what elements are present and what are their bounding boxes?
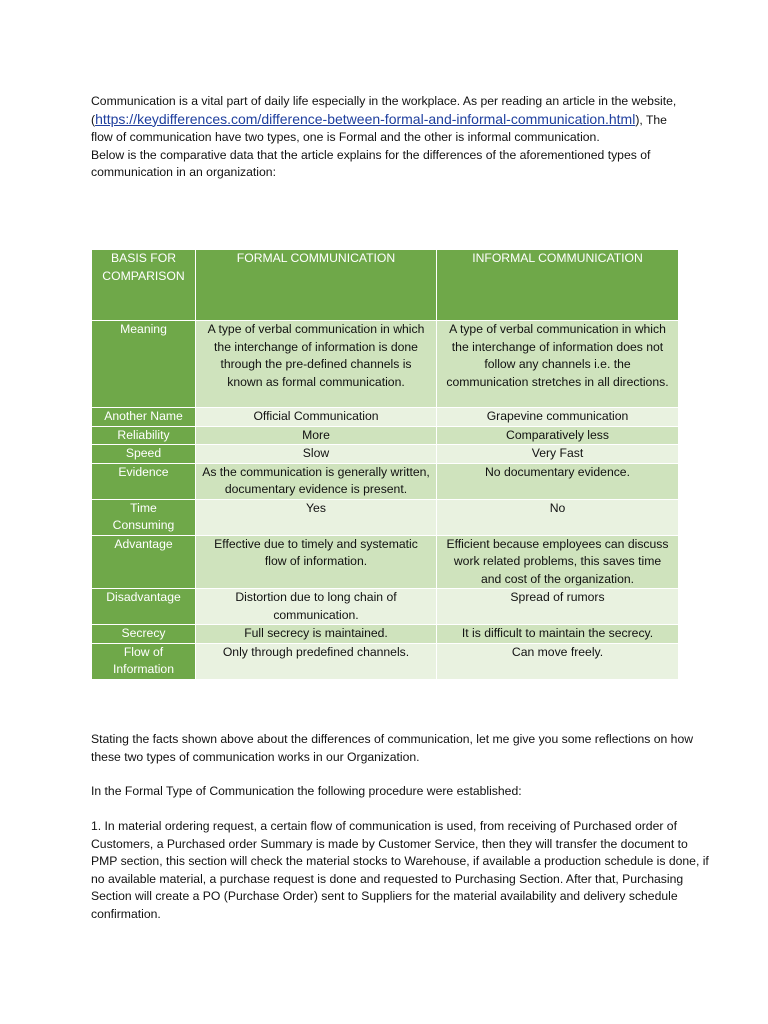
row-formal: Official Communication — [196, 408, 437, 427]
row-informal: Very Fast — [437, 445, 679, 464]
header-formal: FORMAL COMMUNICATION — [196, 250, 437, 321]
row-informal: No documentary evidence. — [437, 463, 679, 499]
header-informal: INFORMAL COMMUNICATION — [437, 250, 679, 321]
procedure-item-1-text: 1. In material ordering request, a certain flow of communication is used, from receiving of Purchased order of Customers, a Purchased order Summary is made by Customer Service, then they will transfer the document to PMP section, this section will check the material stocks to Warehouse, if available a production schedule is done, if no available material, a purchase request is done and requested to Purchasing Section. After that, Purchasing Section will create a PO (Purchase Order) sent to Suppliers for the material availability and delivery schedule confirmation. — [91, 819, 709, 921]
formal-procedure-text: In the Formal Type of Communication the following procedure were established: — [91, 784, 522, 798]
table-row — [92, 321, 679, 408]
table-row — [92, 535, 679, 589]
row-basis: Evidence — [92, 463, 196, 499]
row-basis: Secrecy — [92, 625, 196, 644]
row-formal: Effective due to timely and systematic flow of information. — [196, 535, 437, 589]
table-row — [92, 463, 679, 499]
row-formal: More — [196, 426, 437, 445]
row-basis: Disadvantage — [92, 589, 196, 625]
row-formal: Slow — [196, 445, 437, 464]
row-informal: It is difficult to maintain the secrecy. — [437, 625, 679, 644]
row-basis: Meaning — [92, 321, 196, 408]
row-basis: Reliability — [92, 426, 196, 445]
reflection-text: Stating the facts shown above about the differences of communication, let me give you some reflections on how these two types of communication works in our Organization. — [91, 732, 694, 764]
row-informal: Spread of rumors — [437, 589, 679, 625]
intro-section — [91, 93, 681, 182]
row-informal: Comparatively less — [437, 426, 679, 445]
formal-procedure-heading — [91, 783, 711, 801]
intro-text-3: Below is the comparative data that the article explains for the differences of the aforementioned types of communication in an organization: — [91, 147, 651, 179]
row-formal: Distortion due to long chain of communication. — [196, 589, 437, 625]
table-row — [92, 426, 679, 445]
table-header-row — [92, 250, 679, 321]
row-formal: As the communication is generally written, documentary evidence is present. — [196, 463, 437, 499]
article-link[interactable]: https://keydifferences.com/difference-between-formal-and-informal-communication.html — [95, 110, 636, 127]
row-formal: Full secrecy is maintained. — [196, 625, 437, 644]
table-row — [92, 408, 679, 427]
row-basis: Flow of Information — [92, 643, 196, 679]
table-row — [92, 589, 679, 625]
row-basis: Speed — [92, 445, 196, 464]
row-formal: Yes — [196, 499, 437, 535]
row-informal: Can move freely. — [437, 643, 679, 679]
intro-text-1: Communication is a vital part of daily life especially in the workplace. As per reading an article in the website, ( — [91, 94, 677, 127]
table-row — [92, 499, 679, 535]
comparison-table — [91, 249, 679, 680]
header-basis: BASIS FOR COMPARISON — [92, 250, 196, 321]
row-formal: Only through predefined channels. — [196, 643, 437, 679]
reflection-paragraph — [91, 731, 711, 766]
row-informal: No — [437, 499, 679, 535]
table-row — [92, 625, 679, 644]
row-informal: Efficient because employees can discuss work related problems, this saves time and cost of the organization. — [437, 535, 679, 589]
row-basis: Another Name — [92, 408, 196, 427]
row-informal: Grapevine communication — [437, 408, 679, 427]
row-formal: A type of verbal communication in which the interchange of information is done through the pre-defined channels is known as formal communication. — [196, 321, 437, 408]
row-basis: Advantage — [92, 535, 196, 589]
intro-paragraph — [91, 93, 681, 182]
row-basis: Time Consuming — [92, 499, 196, 535]
intro-text-2: ), The flow of communication have two types, one is Formal and the other is informal communication. — [91, 112, 667, 144]
table-row — [92, 643, 679, 679]
table-row — [92, 445, 679, 464]
row-informal: A type of verbal communication in which the interchange of information does not follow any channels i.e. the communication stretches in all directions. — [437, 321, 679, 408]
procedure-item-1 — [91, 818, 711, 923]
